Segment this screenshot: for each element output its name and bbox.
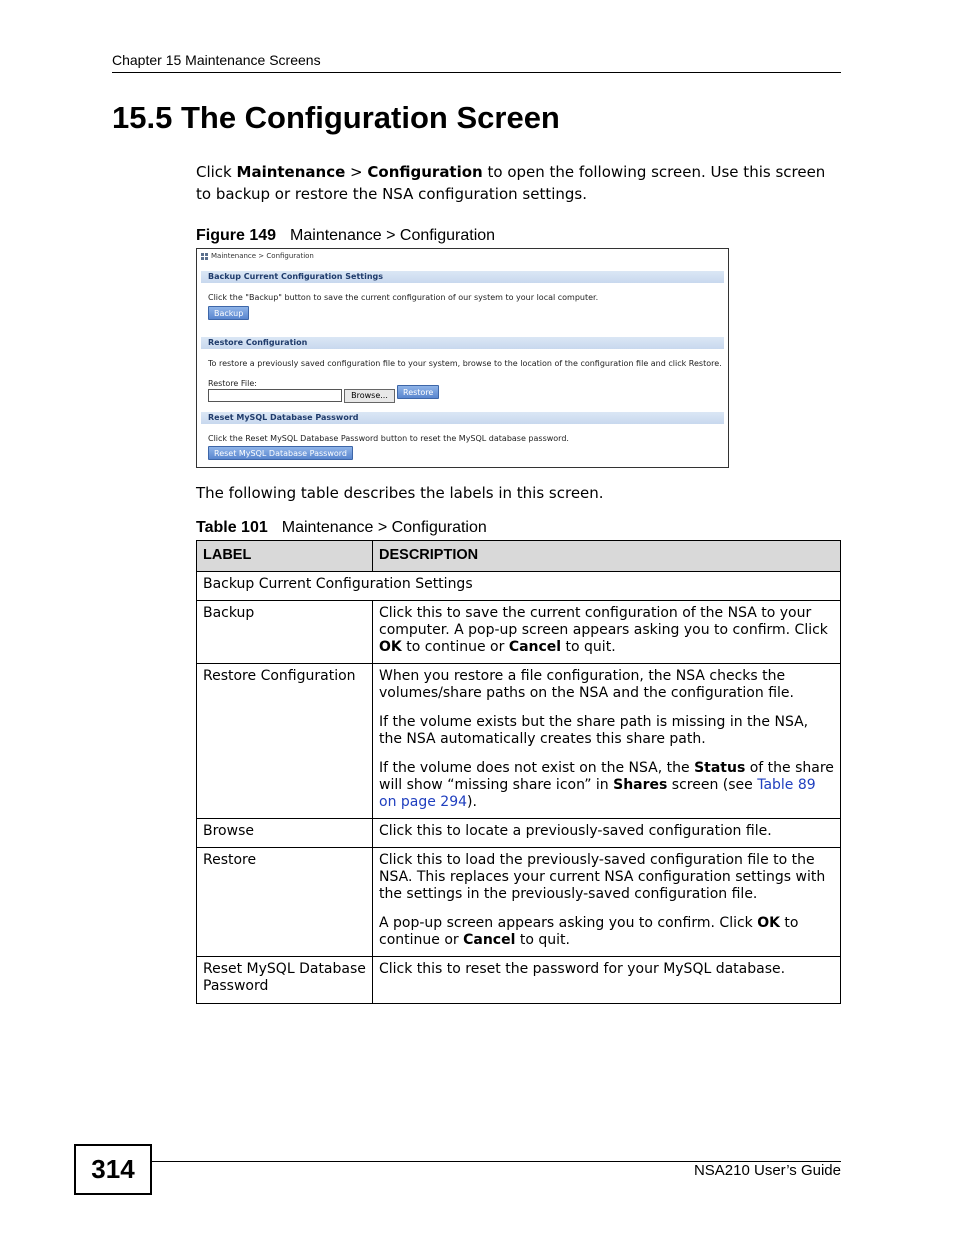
row-label: Backup [197, 601, 373, 664]
table-intro: The following table describes the labels in this screen. [196, 484, 604, 502]
mysql-instructions: Click the Reset MySQL Database Password button to reset the MySQL database password. [208, 434, 569, 443]
backup-section-heading: Backup Current Configuration Settings [201, 271, 724, 283]
backup-button[interactable]: Backup [208, 306, 249, 320]
intro-paragraph: Click Maintenance > Configuration to open the following screen. Use this screen to backup or restore the NSA configuration settings. [196, 163, 826, 203]
restore-button[interactable]: Restore [397, 385, 439, 399]
browse-button[interactable]: Browse... [344, 389, 395, 403]
reset-mysql-password-button[interactable]: Reset MySQL Database Password [208, 446, 353, 460]
column-header-description: DESCRIPTION [373, 541, 841, 572]
section-row-label: Backup Current Configuration Settings [197, 572, 841, 601]
mysql-section-heading: Reset MySQL Database Password [201, 412, 724, 424]
section-title: 15.5 The Configuration Screen [112, 100, 560, 135]
row-label: Restore Configuration [197, 664, 373, 819]
table-row [197, 819, 841, 848]
restore-instructions: To restore a previously saved configuration file to your system, browse to the location of the configuration file and click Restore. [208, 359, 722, 368]
table-row [197, 957, 841, 1004]
configuration-screenshot [196, 248, 729, 468]
table-row [197, 601, 841, 664]
figure-caption: Figure 149 Maintenance > Configuration [196, 227, 496, 244]
backup-instructions: Click the "Backup" button to save the current configuration of our system to your local computer. [208, 293, 599, 302]
guide-title: NSA210 User’s Guide [693, 1162, 841, 1179]
table-row [197, 664, 841, 819]
row-label: Browse [197, 819, 373, 848]
row-description: When you restore a file configuration, the NSA checks the volumes/share paths on the NSA and the configuration file. If the volume exists but the share path is missing in the NSA, the NSA automatically creates this share path. If the volume does not exist on the NSA, the Status of the share will show “missing share icon” in Shares screen (see Table 89 on page 294). [373, 664, 841, 819]
row-description: Click this to locate a previously-saved configuration file. [373, 819, 841, 848]
table-row [197, 572, 841, 601]
row-description: Click this to reset the password for your MySQL database. [373, 957, 841, 1004]
screen-breadcrumb: Maintenance > Configuration [201, 251, 314, 261]
row-description: Click this to save the current configuration of the NSA to your computer. A pop-up screen appears asking you to confirm. Click OK to continue or Cancel to quit. [373, 601, 841, 664]
chapter-header: Chapter 15 Maintenance Screens [112, 52, 321, 68]
table-row [197, 848, 841, 957]
column-header-label: LABEL [197, 541, 373, 572]
row-description: Click this to load the previously-saved configuration file to the NSA. This replaces your current NSA configuration settings with the settings in the previously-saved configuration file. A pop-up screen appears asking you to confirm. Click OK to continue or Cancel to quit. [373, 848, 841, 957]
table-89-link[interactable]: Table 89 on page 294 [379, 777, 816, 810]
restore-file-label: Restore File: [208, 379, 257, 388]
header-rule [112, 72, 841, 73]
table-header-row [197, 541, 841, 572]
restore-section-heading: Restore Configuration [201, 337, 724, 349]
row-label: Restore [197, 848, 373, 957]
page-number: 314 [74, 1144, 152, 1195]
label-description-table [196, 540, 841, 1004]
table-caption: Table 101 Maintenance > Configuration [196, 519, 487, 536]
row-label: Reset MySQL Database Password [197, 957, 373, 1004]
grid-icon [201, 253, 208, 260]
restore-file-input[interactable] [208, 389, 342, 402]
